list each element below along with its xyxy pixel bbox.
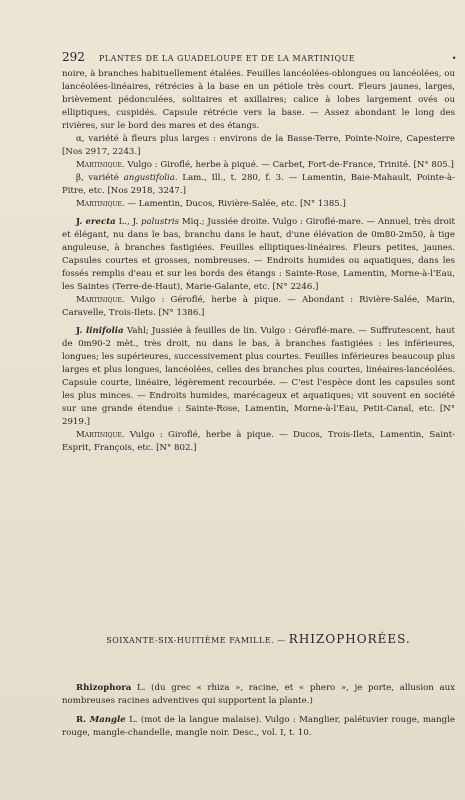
paragraph-martinique-2: Martinique. — Lamentin, Ducos, Rivière-Salée, etc. [N° 1385.] [76, 199, 346, 209]
genus-section [62, 682, 455, 746]
body-text [62, 68, 455, 455]
paragraph-martinique-3: Martinique. Vulgo : Géroflé, herbe à pique. — Abondant : Rivière-Salée, Marin, Caravelle, Trois-Ilets. [N° 1386.] [62, 295, 455, 318]
running-title: PLANTES DE LA GUADELOUPE ET DE LA MARTINIQUE [98, 54, 356, 63]
paragraph-variety-beta: β, variété angustifolia. Lam., Ill., t. 280, f. 3. — Lamentin, Baie-Mahault, Pointe-à-Pitre, etc. [Nos 2918, 3247.] [62, 173, 455, 196]
family-number: SOIXANTE-SIX-HUITIÈME FAMILLE. — [106, 636, 286, 645]
genus-rhizophora: Rhizophora L. (du grec « rhiza », racine, et « phero », je porte, allusion aux nombreuses racines adventives qui supportent la plante.) [62, 683, 455, 706]
page-header [62, 50, 457, 64]
page-number: 292 [62, 50, 85, 64]
family-heading [62, 632, 455, 646]
paragraph-martinique-4: Martinique. Vulgo : Giroflé, herbe à pique. — Ducos, Trois-Ilets, Lamentin, Saint-Esprit, François, etc. [N° 802.] [62, 430, 455, 453]
paragraph-1: noire, à branches habituellement étalées. Feuilles lancéolées-oblongues ou lancéolées, ou lancéolées-linéaires, rétrécies à la base en un pétiole très court. Fleurs jaunes, larges, brièvement pédonculées, solitaires et axillaires; calice à lobes largement ovés ou elliptiques, cuspidés. Capsule rétrécie vers la base. — Assez abondant le long des rivières, sur le bord des mares et des étangs. [62, 69, 455, 131]
species-mangle: R. Mangle L. (mot de la langue malaise). Vulgo : Manglier, palétuvier rouge, mangle rouge, mangle-chandelle, mangle noir. Desc., vol. I, t. 10. [62, 715, 455, 738]
family-name: RHIZOPHORÉES. [288, 632, 411, 646]
header-mark: • [451, 54, 457, 63]
paragraph-martinique-1: Martinique. Vulgo : Giroflé, herbe à piqué. — Carbet, Fort-de-France, Trinité. [N° 805.] [76, 160, 454, 170]
paragraph-jussiaea-erecta: J. erecta L., J. palustris Miq.; Jussiée droite. Vulgo : Giroflé-mare. — Annuel, très droit et élégant, nu dans le bas, branchu dans le haut, d'une élévation de 0m80-2m50, à tige anguleuse, à branches fastigiées. Feuilles elliptiques-linéaires. Fleurs petites, jaunes. Capsules courtes et grosses, nombreuses. — Endroits humides ou aquatiques, dans les fossés remplis d'eau et sur les bords des étangs : Sainte-Rose, Lamentin, Morne-à-l'Eau, les Saintes (Terre-de-Haut), Marie-Galante, etc. [N° 2246.] [62, 217, 455, 292]
paragraph-jussiaea-linifolia: J. linifolia Vahl; Jussiée à feuilles de lin. Vulgo : Géroflé-mare. — Suffrutescent, haut de 0m90-2 mèt., très droit, nu dans le bas, à branches fastigiées : les inférieures, longues; les supérieures, successivement plus courtes. Feuilles inférieures beaucoup plus larges et plus longues, lancéolées, celles des branches plus courtes, linéaires-lancéolées. Capsule courte, linéaire, légèrement recourbée. — C'est l'espèce dont les capsules sont les plus minces. — Endroits humides, marécageux et aquatiques; vit souvent en société sur une grande étendue : Sainte-Rose, Lamentin, Morne-à-l'Eau, Petit-Canal, etc. [N° 2919.] [62, 326, 455, 427]
paragraph-variety-alpha: α, variété à fleurs plus larges : environs de la Basse-Terre, Pointe-Noire, Capesterre [Nos 2917, 2243.] [62, 134, 455, 157]
